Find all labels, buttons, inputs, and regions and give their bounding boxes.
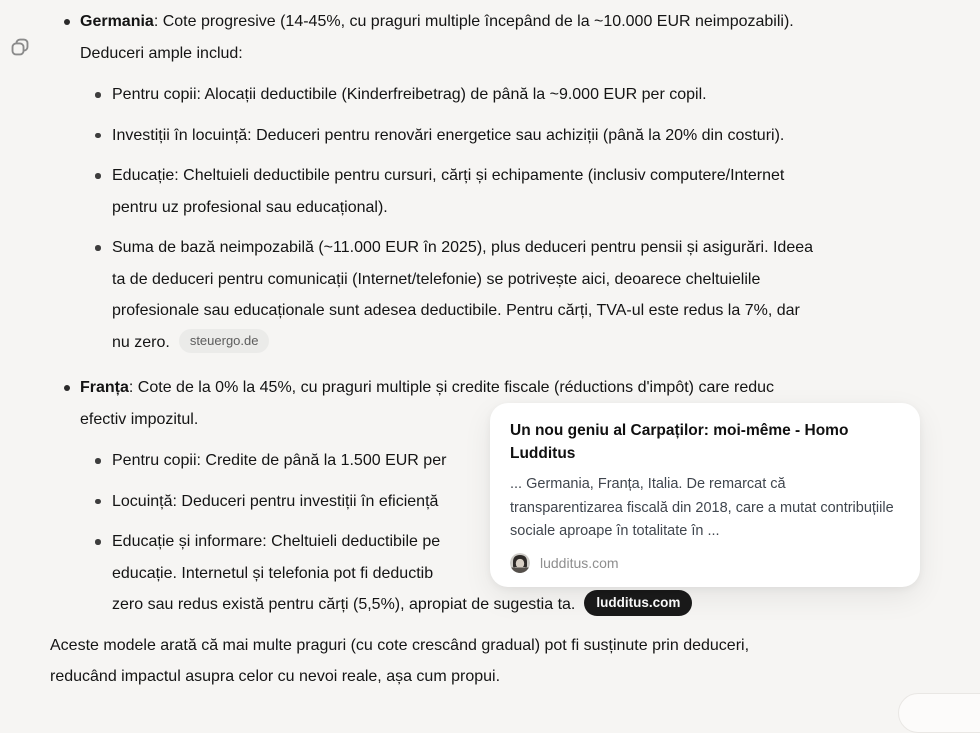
list-item-text: Pentru copii: Credite de până la 1.500 EUR per <box>112 452 447 469</box>
list-item-text: Locuință: Deduceri pentru investiții în eficiență <box>112 492 439 510</box>
list-item-text: Deduceri ample includ: <box>80 44 243 62</box>
list-item-text: Pentru copii: Alocații deductibile (Kinderfreibetrag) de până la ~9.000 EUR per copil. <box>112 86 707 103</box>
copy-message-button[interactable] <box>8 36 32 60</box>
list-item-text: efectiv impozitul. <box>80 410 199 428</box>
citation-title[interactable]: Un nou geniu al Carpaților: moi-même - Homo Ludditus <box>510 422 849 462</box>
list-item-text: Educație: Cheltuieli deductibile pentru cursuri, cărți și echipamente (inclusiv computere/Internet <box>112 167 785 184</box>
citation-source-row <box>510 553 900 573</box>
copy-icon <box>9 46 31 61</box>
assistant-message <box>50 6 925 693</box>
citation-source-domain: ludditus.com <box>540 554 619 571</box>
closing-text: Aceste modele arată că mai multe praguri (cu cote crescând gradual) pot fi susținute prin deduceri, <box>50 636 750 654</box>
list-item-text <box>80 6 925 38</box>
closing-text: reducând impactul asupra celor cu nevoi reale, așa cum propui. <box>50 668 501 685</box>
list-item-text: : Cote de la 0% la 45%, cu praguri multiple și credite fiscale (réductions d'impôt) care reduc <box>128 379 775 396</box>
list-item-text: pentru uz profesional sau educațional). <box>112 198 388 216</box>
germania-sublist <box>80 79 925 358</box>
list-item-text: zero sau redus există pentru cărți (5,5%), apropiat de sugestia ta. <box>112 596 576 613</box>
list-item-text <box>112 589 925 621</box>
composer-edge <box>898 693 980 733</box>
list-item-text: ta de deduceri pentru comunicații (Internet/telefonie) se potrivește aici, deoarece cheltuielile <box>112 270 761 288</box>
list-item-text: nu zero. <box>112 333 170 351</box>
list-item-text: educație. Internetul și telefonia pot fi deductib <box>112 564 434 582</box>
list-item <box>80 232 925 358</box>
citation-chip-ludditus[interactable]: ludditus.com <box>584 590 692 616</box>
list-item <box>80 120 925 152</box>
citation-snippet: ... Germania, Franța, Italia. De remarcat că transparentizarea fiscală din 2018, care a mutat contribuțiile sociale aproape în totalitate în ... <box>510 476 894 539</box>
list-item-text <box>80 372 925 404</box>
list-item-text: Educație și informare: Cheltuieli deductibile pe <box>112 533 441 550</box>
list-item <box>80 79 925 111</box>
citation-chip-steuergo[interactable]: steuergo.de <box>179 329 270 353</box>
list-item-text <box>112 327 925 359</box>
list-item-text: : Cote progresive (14-45%, cu praguri multiple începând de la ~10.000 EUR neimpozabili). <box>153 13 794 30</box>
list-item-germania <box>50 6 925 358</box>
list-item <box>80 160 925 223</box>
list-item-text: profesionale sau educaționale sunt adesea deductibile. Pentru cărți, TVA-ul este redus la 7%, dar <box>112 302 800 319</box>
list-item-text: Suma de bază neimpozabilă (~11.000 EUR în 2025), plus deduceri pentru pensii și asigurări. Ideea <box>112 239 814 256</box>
list-item-text: Investiții în locuință: Deduceri pentru renovări energetice sau achiziții (până la 20% din costuri). <box>112 126 785 144</box>
country-label: Germania <box>80 13 154 30</box>
citation-preview-card[interactable] <box>490 403 920 587</box>
closing-paragraph <box>50 630 925 693</box>
country-label: Franța <box>80 379 129 396</box>
portrait-favicon-icon <box>510 553 530 573</box>
